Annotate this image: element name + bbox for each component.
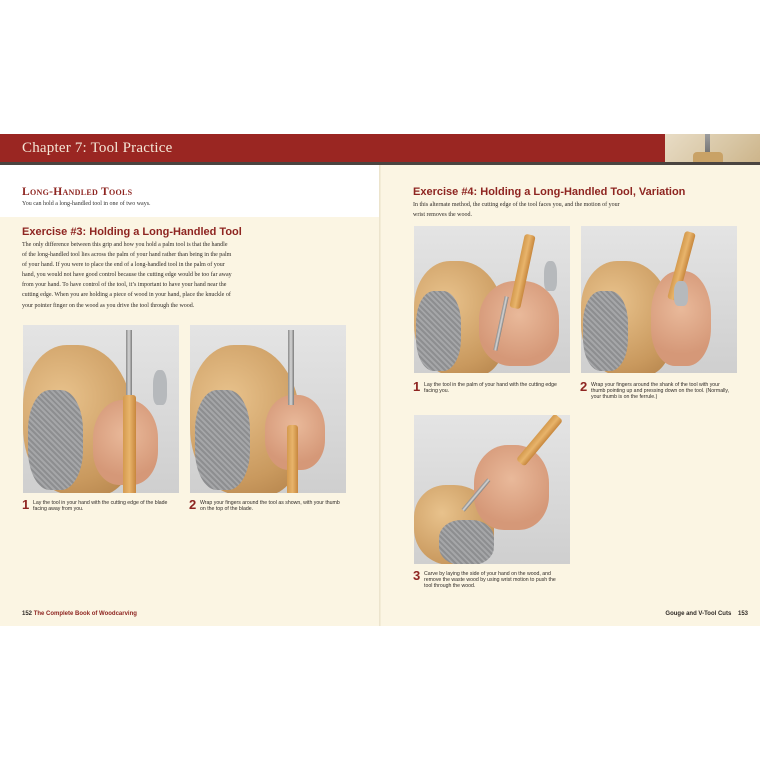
caption-number: 3 (413, 568, 421, 583)
left-folio (22, 611, 137, 617)
caption-line: tool through the wood. (424, 583, 476, 589)
caption-number: 2 (189, 497, 197, 512)
body-line: your pointer finger on the wood as you drive the tool through the wood. (22, 302, 195, 309)
exercise-4-body (413, 200, 733, 220)
chapter-title: Chapter 7: Tool Practice (22, 140, 173, 156)
right-folio (665, 611, 748, 617)
caption-ex3-step2 (200, 500, 340, 512)
photo-ex4-step1 (414, 226, 570, 373)
page-number: 153 (737, 611, 748, 617)
body-line: The only difference between this grip and how you hold a palm tool is that the handle (22, 242, 228, 248)
caption-line: facing you. (424, 388, 450, 394)
photo-ex4-step2 (581, 226, 737, 373)
banner-wood-image (693, 152, 723, 162)
caption-line: remove the waste wood by using wrist motion to push the (424, 577, 556, 583)
caption-line: on the top of the blade. (200, 506, 254, 512)
caption-ex3-step1 (33, 500, 167, 512)
section-name: Gouge and V-Tool Cuts (665, 611, 732, 617)
caption-ex4-step3 (424, 571, 556, 589)
section-heading: Long-Handled Tools (22, 186, 133, 198)
page-gutter (379, 134, 381, 626)
photo-ex3-step2 (190, 325, 346, 493)
body-line: of your hand. If you were to place the end of a long-handled tool in the palm of your (22, 262, 225, 269)
caption-line: Carve by laying the side of your hand on the wood, and (424, 571, 551, 577)
exercise-3-body (22, 240, 362, 311)
caption-number: 1 (413, 379, 421, 394)
photo-ex3-step1 (23, 325, 179, 493)
page-number: 152 (22, 611, 33, 617)
caption-ex4-step2 (591, 382, 729, 400)
body-line: hand, you would not have good control because the cutting edge would be too far away (22, 272, 232, 279)
caption-line: Lay the tool in your hand with the cutting edge of the blade (33, 500, 168, 506)
caption-number: 1 (22, 497, 30, 512)
caption-line: Wrap your fingers around the shank of the tool with your (591, 382, 720, 388)
section-subtitle: You can hold a long-handled tool in one of two ways. (22, 201, 151, 207)
caption-line: Wrap your fingers around the tool as shown, with your thumb (200, 500, 340, 506)
caption-number: 2 (580, 379, 588, 394)
caption-ex4-step1 (424, 382, 557, 394)
banner-photo (665, 134, 760, 162)
book-spread (0, 134, 760, 626)
body-line: of the long-handled tool lies across the palm of your hand rather than being in the palm (22, 252, 232, 259)
caption-line: your thumb is on the ferrule.) (591, 394, 658, 400)
body-line: from your hand. To have control of the tool, it’s important to have your hand near the (22, 282, 227, 289)
body-line: wrist removes the wood. (413, 212, 472, 219)
chapter-banner (0, 134, 665, 162)
body-line: In this alternate method, the cutting edge of the tool faces you, and the motion of your (413, 202, 620, 208)
photo-ex4-step3 (414, 415, 570, 564)
body-line: cutting edge. When you are holding a piece of wood in your hand, place the knuckle of (22, 292, 231, 299)
caption-line: Lay the tool in the palm of your hand with the cutting edge (424, 382, 557, 388)
exercise-3-title: Exercise #3: Holding a Long-Handled Tool (22, 226, 242, 238)
caption-line: thumb pointing up and pressing down on the tool. (Normally, (591, 388, 730, 394)
exercise-4-title: Exercise #4: Holding a Long-Handled Tool, Variation (413, 186, 686, 198)
book-title: The Complete Book of Woodcarving (33, 611, 137, 617)
caption-line: facing away from you. (33, 506, 84, 512)
